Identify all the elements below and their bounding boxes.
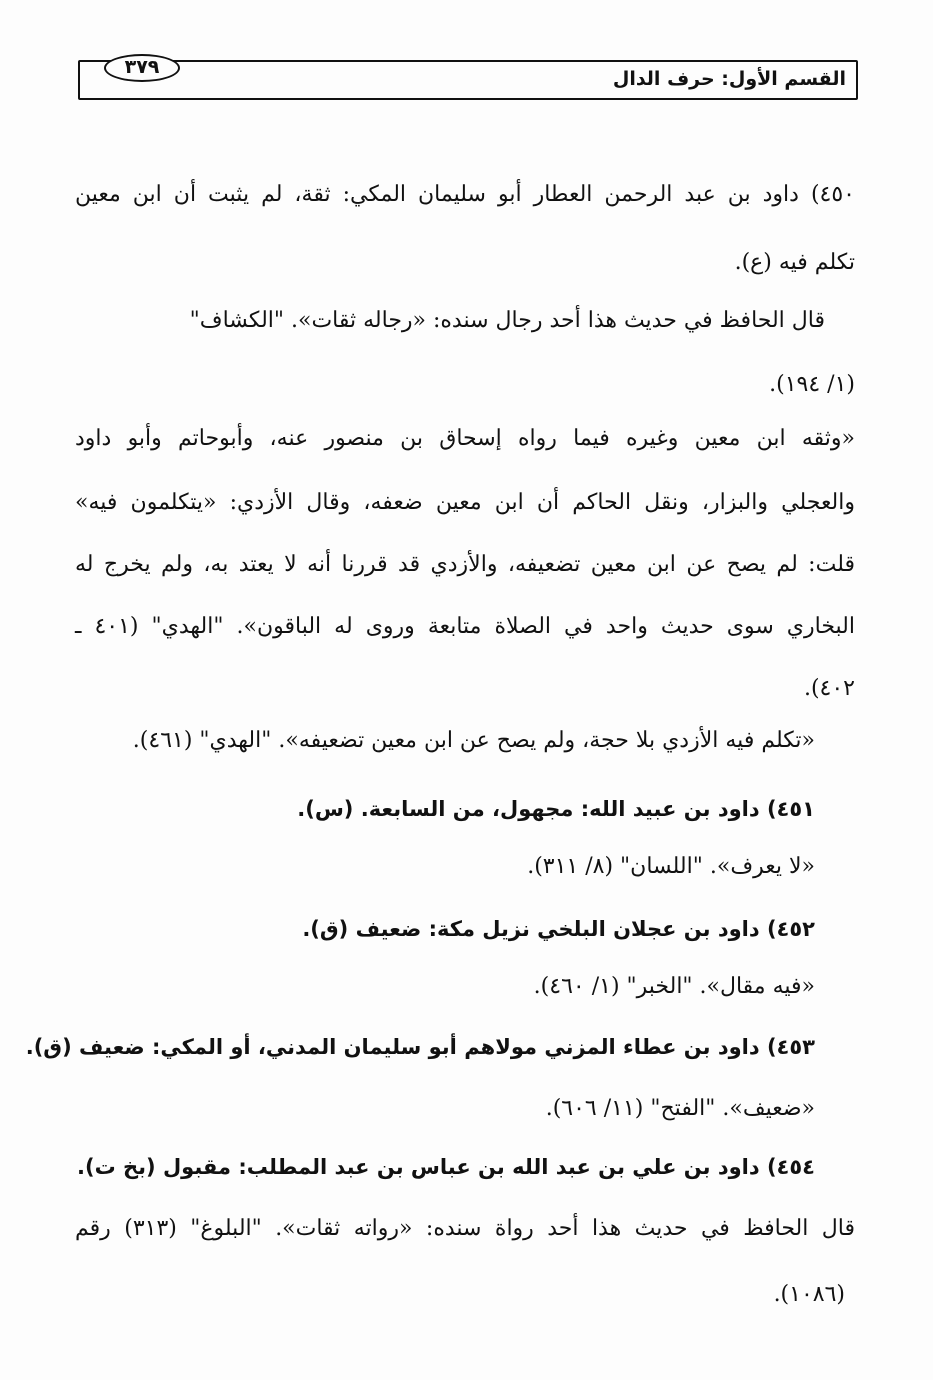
entry-453: ٤٥٣) داود بن عطاء المزني مولاهم أبو سليمان المدني، أو المكي: ضعيف (ق). [25, 1035, 815, 1059]
entry-454-note-line-2: (١٠٨٦). [773, 1282, 845, 1307]
running-header [78, 56, 858, 100]
hafiz-note-line-1: قال الحافظ في حديث هذا أحد رجال سنده: «رجاله ثقات». "الكشاف" [189, 308, 825, 333]
entry-451-note: «لا يعرف». "اللسان" (٨/ ٣١١). [527, 854, 815, 879]
entry-452-note: «فيه مقال». "الخبر" (١/ ٤٦٠). [533, 974, 815, 999]
entry-453-note: «ضعيف». "الفتح" (١١/ ٦٠٦). [545, 1096, 815, 1121]
quote-line-4: البخاري سوى حديث واحد في الصلاة متابعة وروى له الباقون». "الهدي" (٤٠١ ـ [75, 614, 855, 639]
entry-450-line-2: تكلم فيه (ع). [734, 250, 855, 275]
quote-line-2: والعجلي والبزار، ونقل الحاكم أن ابن معين ضعفه، وقال الأزدي: «يتكلمون فيه» [75, 490, 855, 515]
entry-451: ٤٥١) داود بن عبيد الله: مجهول، من السابعة. (س). [297, 797, 815, 821]
quote-line-5: ٤٠٢). [803, 676, 855, 701]
entry-452: ٤٥٢) داود بن عجلان البلخي نزيل مكة: ضعيف (ق). [302, 917, 815, 941]
quote-line-3: قلت: لم يصح عن ابن معين تضعيفه، والأزدي قد قررنا أنه لا يعتد به، ولم يخرج له [75, 552, 855, 577]
entry-450-line-1: ٤٥٠) داود بن عبد الرحمن العطار أبو سليمان المكي: ثقة، لم يثبت أن ابن معين [75, 182, 855, 207]
header-title: القسم الأول: حرف الدال [612, 68, 846, 90]
quote-hady-line: «تكلم فيه الأزدي بلا حجة، ولم يصح عن ابن معين تضعيفه». "الهدي" (٤٦١). [132, 728, 815, 753]
hafiz-note-line-2: (١/ ١٩٤). [769, 372, 855, 397]
entry-454: ٤٥٤) داود بن علي بن عبد الله بن عباس بن عبد المطلب: مقبول (بخ ت). [77, 1155, 815, 1179]
entry-454-note-line-1: قال الحافظ في حديث هذا أحد رواة سنده: «رواته ثقات». "البلوغ" (٣١٣) رقم [75, 1216, 855, 1241]
page-number: ٣٧٩ [104, 54, 180, 82]
quote-line-1: «وثقه ابن معين وغيره فيما رواه إسحاق بن منصور عنه، وأبوحاتم وأبو داود [75, 426, 855, 451]
